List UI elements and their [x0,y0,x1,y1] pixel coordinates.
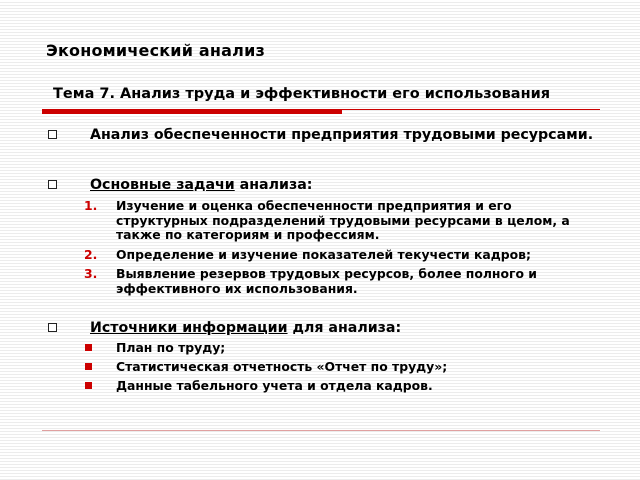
task-number: 3. [84,266,98,281]
source-text: План по труду; [116,340,226,355]
task-item-3 [84,267,604,296]
task-text: Определение и изучение показателей текучести кадров; [116,247,531,262]
red-square-bullet-icon [85,344,92,351]
task-item-2 [84,248,604,263]
bullet-info-sources [48,320,608,337]
topic-title: Тема 7. Анализ труда и эффективности его использования [53,86,551,102]
source-item-2 [84,360,604,375]
footer-divider [42,430,600,431]
title-accent-line [342,109,600,110]
source-item-3 [84,379,604,394]
task-number: 1. [84,198,98,213]
title-accent-bar [42,109,342,114]
bullet-underlined-text: Источники информации [90,320,288,336]
deck-title: Экономический анализ [46,41,265,60]
source-text: Статистическая отчетность «Отчет по труду»; [116,359,448,374]
bullet-text: Анализ обеспеченности предприятия трудовыми ресурсами. [90,127,594,143]
hollow-square-bullet-icon [48,130,57,139]
task-number: 2. [84,247,98,262]
hollow-square-bullet-icon [48,180,57,189]
red-square-bullet-icon [85,363,92,370]
bullet-rest-text: для анализа: [287,320,402,336]
task-text: Изучение и оценка обеспеченности предприятия и его структурных подразделений трудовыми ресурсами в целом, а также по категориям и профессиям. [116,198,570,242]
hollow-square-bullet-icon [48,323,57,332]
task-text: Выявление резервов трудовых ресурсов, более полного и эффективного их использования. [116,266,537,296]
bullet-staffing [48,127,608,144]
bullet-underlined-text: Основные задачи [90,177,235,193]
bullet-rest-text: анализа: [234,177,313,193]
red-square-bullet-icon [85,382,92,389]
task-item-1 [84,199,604,243]
source-text: Данные табельного учета и отдела кадров. [116,378,433,393]
source-item-1 [84,341,604,356]
bullet-main-tasks [48,177,608,194]
